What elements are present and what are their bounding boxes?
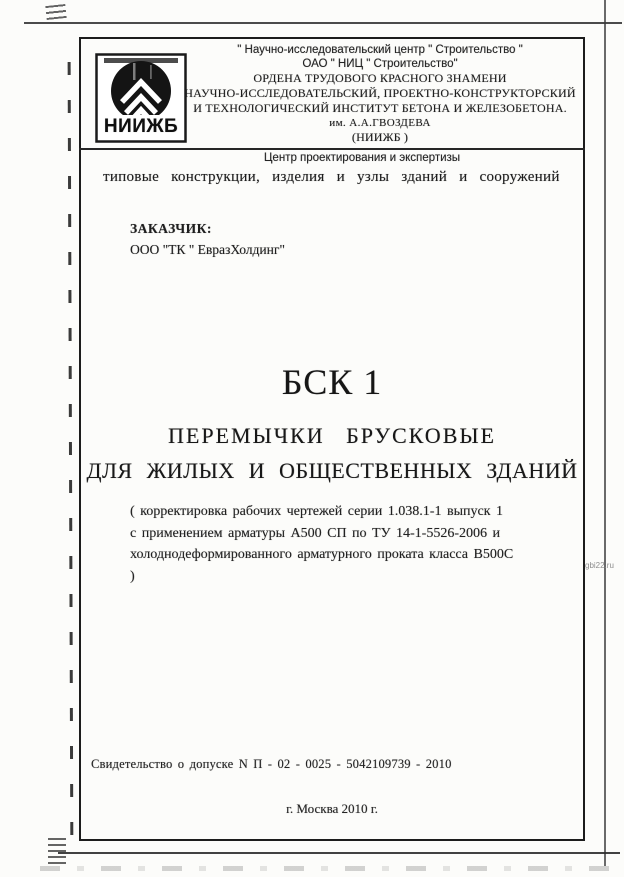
org-line: НАУЧНО-ИССЛЕДОВАТЕЛЬСКИЙ, ПРОЕКТНО-КОНСТРУКТОРСКИЙ: [184, 86, 576, 100]
header-divider: [79, 148, 585, 150]
binding-marks: [68, 62, 74, 854]
org-line: И ТЕХНОЛОГИЧЕСКИЙ ИНСТИТУТ БЕТОНА И ЖЕЛЕЗОБЕТОНА.: [193, 101, 567, 115]
series-caption: типовые конструкции, изделия и узлы зданий и сооружений: [103, 169, 560, 185]
customer-name: ООО "ТК " ЕвразХолдинг": [130, 242, 285, 257]
bottom-noise-strip: [40, 866, 620, 871]
niizhb-logo-label: НИИЖБ: [103, 116, 179, 137]
document-code: БСК 1: [281, 362, 383, 402]
department-name: Центр проектирования и экспертизы: [263, 152, 461, 164]
org-line: (НИИЖБ ): [351, 130, 409, 144]
org-line: " Научно-исследовательский центр " Строительство ": [237, 44, 523, 56]
organization-header: [181, 43, 579, 145]
customer-label: ЗАКАЗЧИК:: [130, 221, 212, 236]
revision-note-line: холоднодеформированного арматурного проката класса В500С ): [130, 547, 514, 584]
revision-note: [130, 501, 520, 587]
niizhb-logo: [95, 53, 187, 143]
page-right-edge-line: [604, 0, 606, 866]
customer-block: [130, 218, 285, 260]
document-title-line1: ПЕРЕМЫЧКИ БРУСКОВЫЕ: [168, 423, 496, 448]
document-title-line2: ДЛЯ ЖИЛЫХ И ОБЩЕСТВЕННЫХ ЗДАНИЙ: [86, 458, 578, 483]
watermark-text: gbi22.ru: [585, 561, 614, 570]
org-line: ОАО " НИЦ " Строительство": [302, 58, 458, 70]
org-line: ОРДЕНА ТРУДОВОГО КРАСНОГО ЗНАМЕНИ: [253, 71, 507, 85]
city-and-year: г. Москва 2010 г.: [286, 801, 378, 816]
org-line: им. А.А.ГВОЗДЕВА: [329, 117, 431, 129]
corner-scan-artifact: [45, 4, 66, 20]
bottom-left-scan-artifact: [48, 838, 66, 864]
certificate-number: Свидетельство о допуске N П - 02 - 0025 - 5042109739 - 2010: [91, 757, 452, 771]
title-page-frame: [79, 37, 585, 841]
top-edge-line: [24, 22, 622, 24]
revision-note-line: с применением арматуры А500 СП по ТУ 14-1-5526-2006 и: [130, 525, 500, 541]
revision-note-line: ( корректировка рабочих чертежей серии 1.038.1-1 выпуск 1: [130, 504, 503, 519]
bottom-edge-line: [58, 852, 620, 854]
